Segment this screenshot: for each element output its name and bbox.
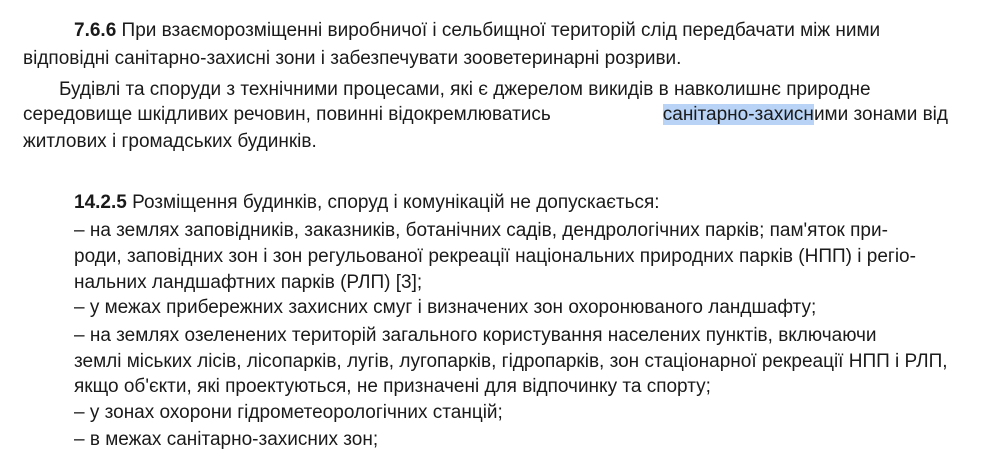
list-item-1-line-3 bbox=[74, 271, 422, 295]
list-item-text: – в межах санітарно-захисних зон; bbox=[74, 429, 379, 450]
paragraph-text: відповідні санітарно-захисні зони і забезпечувати зооветеринарні розриви. bbox=[23, 48, 682, 69]
list-item-text: – на землях заповідників, заказників, ботанічних садів, дендрологічних парків; пам'яток при- bbox=[74, 220, 888, 241]
list-item-text: нальних ландшафтних парків (РЛП) [3]; bbox=[74, 272, 423, 293]
list-item-3-line-1 bbox=[74, 324, 877, 348]
paragraph-text: ими зонами від bbox=[813, 104, 948, 125]
paragraph-text: Розміщення будинків, споруд і комунікацій не допускається: bbox=[126, 192, 660, 213]
list-item-text: – у зонах охорони гідрометеорологічних станцій; bbox=[74, 402, 503, 423]
section-7-6-6-para-2-line-2 bbox=[23, 103, 948, 127]
selected-text-line[interactable] bbox=[663, 103, 948, 127]
paragraph-text: При взаєморозміщенні виробничої і сельбищної територій слід передбачати між ними bbox=[116, 20, 881, 41]
paragraph-text: Будівлі та споруди з технічними процесами, які є джерелом викидів в навколишнє природне bbox=[59, 79, 871, 100]
list-item-4 bbox=[74, 401, 503, 425]
list-item-1-line-1 bbox=[74, 219, 888, 243]
section-number: 7.6.6 bbox=[74, 20, 117, 41]
list-item-3-line-2 bbox=[74, 350, 948, 374]
highlighted-selection[interactable]: санітарно-захисн bbox=[662, 104, 814, 125]
section-7-6-6-para-2-line-1 bbox=[59, 78, 871, 102]
section-7-6-6-line-2 bbox=[23, 47, 681, 71]
section-number: 14.2.5 bbox=[74, 192, 127, 213]
paragraph-text: житлових і громадських будинків. bbox=[23, 131, 317, 152]
list-item-2 bbox=[74, 296, 816, 320]
paragraph-text: середовище шкідливих речовин, повинні відокремлюватись bbox=[23, 104, 551, 125]
section-7-6-6-line-1 bbox=[74, 19, 942, 43]
section-14-2-5-intro bbox=[74, 191, 660, 215]
section-7-6-6-para-2-line-3 bbox=[23, 130, 317, 154]
list-item-1-line-2 bbox=[74, 245, 916, 269]
list-item-3-line-3 bbox=[74, 375, 711, 399]
list-item-text: роди, заповідних зон і зон регульованої рекреації національних природних парків (НПП) і регіо- bbox=[74, 246, 916, 267]
list-item-text: – у межах прибережних захисних смуг і визначених зон охоронюваного ландшафту; bbox=[74, 297, 817, 318]
list-item-text: землі міських лісів, лісопарків, лугів, лугопарків, гідропарків, зон стаціонарної рекреації НПП і РЛП, bbox=[74, 351, 948, 372]
list-item-text: якщо об'єкти, які проектуються, не призначені для відпочинку та спорту; bbox=[74, 376, 711, 397]
list-item-text: – на землях озеленених територій загального користування населених пунктів, включаючи bbox=[74, 325, 877, 346]
list-item-5 bbox=[74, 428, 378, 452]
